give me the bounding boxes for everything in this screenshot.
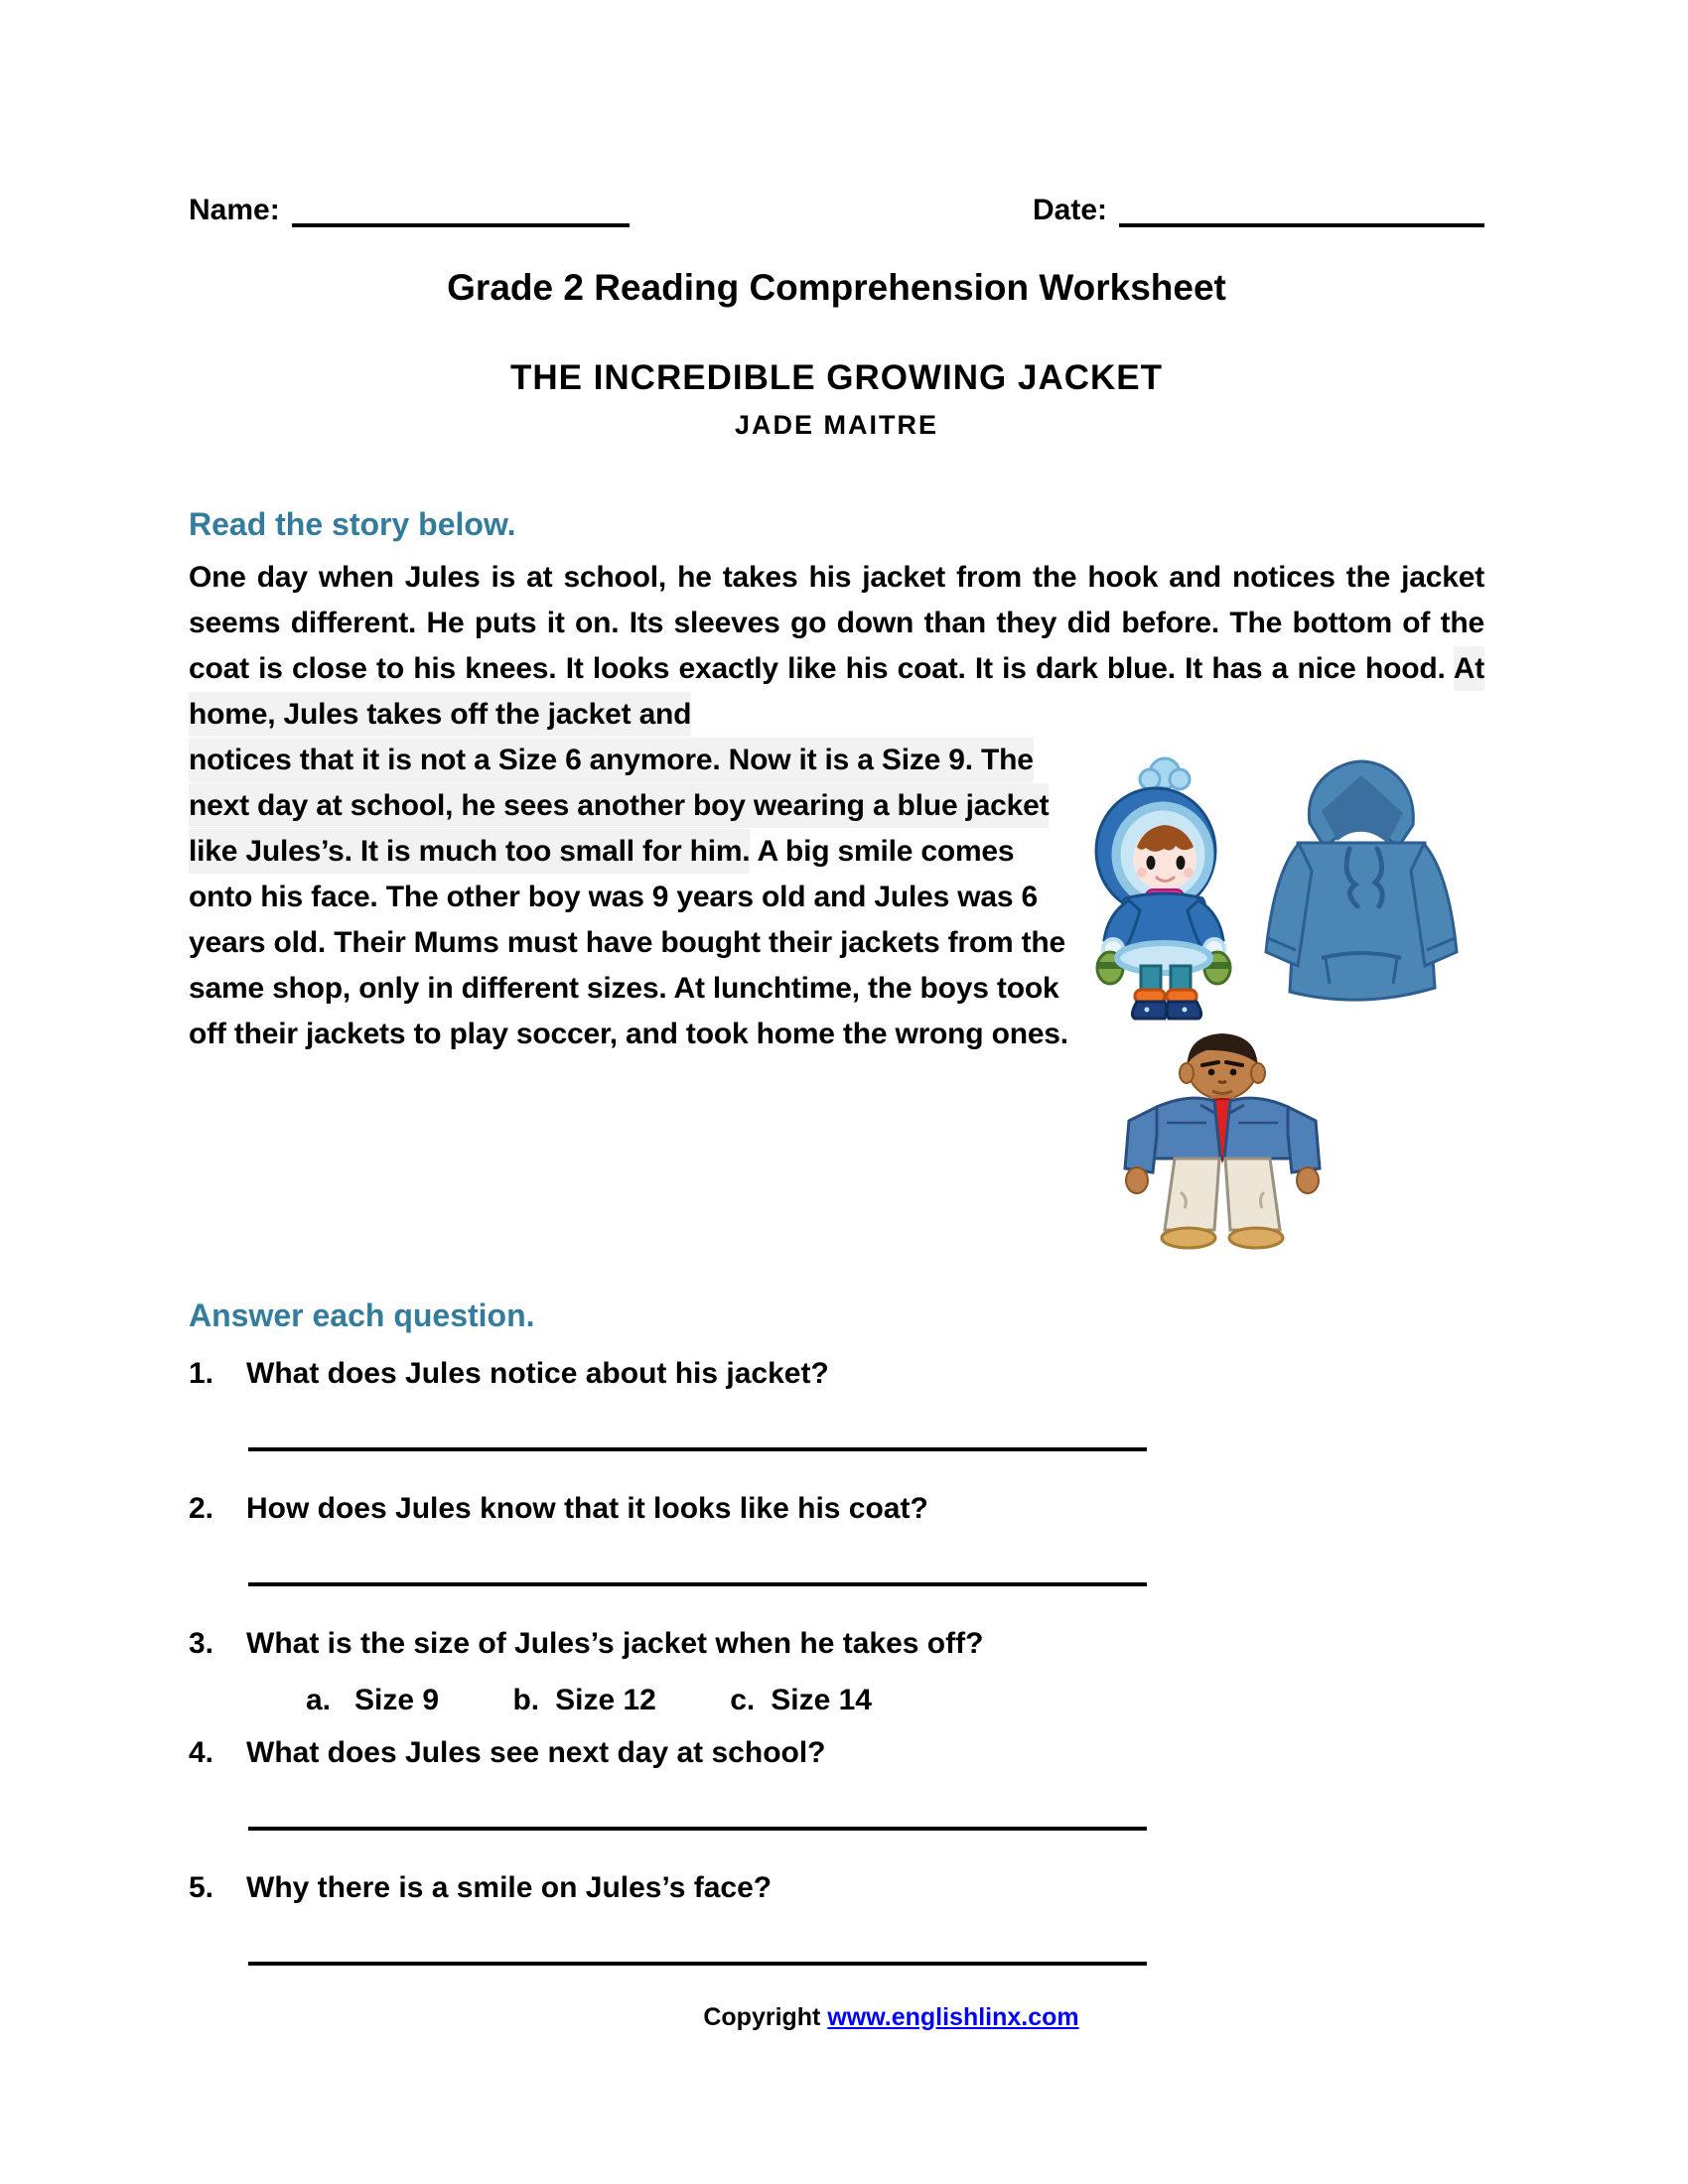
question-number: 5. — [189, 1871, 214, 1904]
answer-instruction: Answer each question. — [189, 1297, 535, 1333]
question-number: 2. — [189, 1492, 214, 1525]
choice-label: c. — [730, 1684, 756, 1716]
choice-label: b. — [512, 1684, 540, 1716]
englishlinx-link[interactable]: www.englishlinx.com — [827, 2003, 1079, 2031]
question-2 — [189, 1489, 1484, 1529]
blue-hoodie-illustration — [1246, 751, 1477, 1012]
copyright-footer — [189, 2003, 1484, 2032]
name-date-row — [189, 194, 1484, 227]
answer-blank-line-2 — [248, 1582, 1147, 1586]
choice-text: Size 9 — [354, 1684, 440, 1716]
date-blank-line — [1119, 194, 1484, 227]
child-in-winter-parka-illustration — [1085, 751, 1236, 1022]
choice-label: a. — [306, 1684, 332, 1716]
question-5 — [189, 1868, 1484, 1908]
question-1 — [189, 1354, 1484, 1394]
choice-c — [730, 1684, 872, 1716]
story-paragraph-top — [189, 555, 1484, 738]
story-text-highlighted: At home, Jules takes off the jacket and — [189, 646, 1484, 737]
copyright-label: Copyright — [703, 2003, 828, 2031]
name-label: Name: — [189, 194, 280, 226]
question-text: What is the size of Jules’s jacket when he takes off? — [246, 1627, 984, 1660]
question-4 — [189, 1733, 1484, 1773]
question-number: 3. — [189, 1627, 214, 1660]
answer-blank-line-1 — [248, 1447, 1147, 1451]
choice-b — [512, 1684, 655, 1716]
boy-in-denim-jacket-illustration — [1089, 1024, 1355, 1250]
illustration-row — [1085, 751, 1484, 1022]
story-title: THE INCREDIBLE GROWING JACKET — [509, 358, 1164, 397]
story-text: A big smile comes onto his face. The other boy was 9 years old and Jules was 6 years old. Their Mums must have bought their jackets from the same shop, only in different sizes. At lunchtime, the boys took off their jackets to play soccer, and took home the wrong ones. — [189, 835, 1068, 1050]
name-field — [189, 194, 630, 227]
date-field — [1033, 194, 1484, 227]
choice-a — [306, 1684, 439, 1716]
read-instruction: Read the story below. — [189, 506, 516, 542]
date-label: Date: — [1032, 194, 1107, 226]
name-blank-line — [292, 194, 630, 227]
story-text: One day when Jules is at school, he takes his jacket from the hook and notices the jacket seems different. He puts it on. Its sleeves go down than they did before. The bottom of the coat is close to his knees. It looks exactly like his coat. It is dark blue. It has a nice hood. — [189, 561, 1484, 685]
story-text-highlighted: notices that it is not a Size 6 anymore. Now it is a Size 9. The next day at school, he sees another boy wearing a blue jacket like Jules’s. It is much too small for him. — [189, 738, 1049, 874]
question-text: What does Jules notice about his jacket? — [246, 1357, 829, 1390]
story-illustrations — [1085, 751, 1484, 1264]
question-text: How does Jules know that it looks like his coat? — [246, 1492, 928, 1525]
question-3-choices — [306, 1684, 1484, 1717]
answer-blank-line-5 — [248, 1962, 1147, 1966]
question-number: 1. — [189, 1357, 214, 1390]
choice-text: Size 14 — [771, 1684, 872, 1716]
choice-text: Size 12 — [555, 1684, 656, 1716]
page-title: Grade 2 Reading Comprehension Worksheet — [447, 267, 1226, 308]
question-3 — [189, 1624, 1484, 1664]
question-text: Why there is a smile on Jules’s face? — [246, 1871, 773, 1904]
story-author: JADE MAITRE — [734, 410, 938, 440]
illustration-boy-wrap — [1089, 1024, 1484, 1264]
answer-blank-line-4 — [248, 1827, 1147, 1831]
question-text: What does Jules see next day at school? — [246, 1736, 826, 1769]
question-number: 4. — [189, 1736, 214, 1769]
story-paragraph-wrapped — [189, 738, 1484, 1264]
